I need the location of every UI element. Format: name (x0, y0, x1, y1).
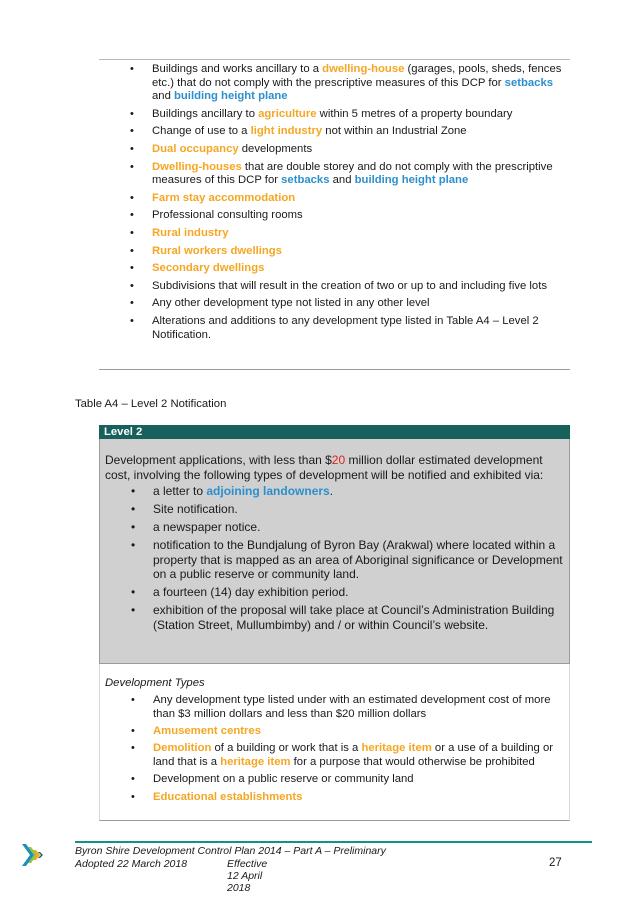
text-run: and (152, 90, 174, 103)
list-item (152, 192, 562, 206)
list-item (152, 280, 562, 294)
highlighted-term: Amusement centres (153, 724, 261, 737)
highlighted-term: Dual occupancy (152, 142, 239, 155)
list-item (152, 262, 562, 276)
text-run: a newspaper notice. (153, 520, 261, 534)
text-run: and (329, 174, 355, 187)
text-run: for a purpose that would otherwise be prohibited (290, 755, 535, 768)
list-item (153, 520, 565, 535)
text-run: or a use of a building or land that is a (153, 742, 553, 768)
list-item (153, 742, 563, 769)
text-run: (garages, pools, sheds, fences etc.) that do not comply with the prescriptive measures of this DCP for (152, 63, 562, 89)
list-item (152, 209, 562, 223)
list-item (153, 484, 565, 499)
list-item (152, 63, 562, 104)
list-item (153, 791, 563, 805)
text-run: Any development type listed under with an estimated development cost of more than $3 million dollars and less than $20 million dollars (153, 694, 551, 720)
highlighted-term: Rural workers dwellings (152, 244, 282, 257)
text-run: within 5 metres of a property boundary (316, 107, 513, 120)
text-run: a fourteen (14) day exhibition period. (153, 585, 349, 599)
list-item (152, 161, 562, 188)
highlighted-term: Dwelling-houses (152, 160, 242, 173)
highlighted-term: agriculture (258, 107, 317, 120)
list-item (153, 773, 563, 787)
text-run: Development on a public reserve or community land (153, 773, 414, 786)
list-item (153, 585, 565, 600)
text-run: exhibition of the proposal will take place at Council’s Administration Building (Station Street, Mullumbimby) and / or within Council’s website. (153, 603, 555, 632)
text-run: Any other development type not listed in any other level (152, 297, 430, 310)
text-run: a letter to (153, 484, 207, 498)
footer-adopted-date: Adopted 22 March 2018 (75, 858, 188, 870)
byron-shire-logo-icon (20, 842, 48, 868)
list-item (153, 603, 565, 632)
table-header-level-2: Level 2 (99, 425, 570, 439)
text-run: not within an Industrial Zone (322, 125, 467, 138)
text-run: Professional consulting rooms (152, 209, 303, 222)
footer-dates (75, 858, 268, 894)
page-number: 27 (549, 857, 562, 869)
list-item (152, 125, 562, 139)
highlighted-term: Secondary dwellings (152, 262, 265, 275)
highlighted-term: Farm stay accommodation (152, 191, 296, 204)
development-types-heading: Development Types (105, 677, 205, 689)
text-run: developments (238, 142, 313, 155)
text-run: that are double storey and do not comply with the prescriptive measures of this DCP for (152, 160, 553, 187)
table-caption: Table A4 – Level 2 Notification (75, 398, 227, 410)
text-run: Change of use to a (152, 125, 251, 138)
highlighted-term: dwelling-house (322, 63, 405, 75)
highlighted-term: heritage item (361, 742, 432, 755)
highlighted-term: heritage item (220, 755, 291, 768)
highlighted-term: setbacks (281, 174, 330, 187)
list-item (152, 315, 562, 342)
list-item (153, 725, 563, 739)
text-run: . (329, 484, 334, 498)
notification-methods-list (153, 484, 565, 636)
development-types-section (99, 664, 570, 821)
highlighted-term: Educational establishments (153, 790, 303, 803)
highlighted-term: 20 (331, 453, 346, 467)
highlighted-term: building height plane (354, 174, 469, 187)
text-run: notification to the Bundjalung of Byron Bay (Arakwal) where located within a property that is mapped as an area of Aboriginal significance or Development on a public reserve or community land. (153, 538, 563, 581)
list-item (152, 143, 562, 157)
text-run: of a building or work that is a (211, 742, 362, 755)
footer-divider (75, 841, 592, 843)
text-run: Alterations and additions to any development type listed in Table A4 – Level 2 Notification. (152, 314, 539, 341)
text-run: Buildings ancillary to (152, 107, 259, 120)
level-1-continuation-box (99, 59, 570, 370)
text-run: Development applications, with less than $ (105, 453, 332, 467)
list-item (153, 502, 565, 517)
footer-document-title: Byron Shire Development Control Plan 2014 – Part A – Preliminary (75, 845, 386, 857)
notification-methods-panel (99, 439, 570, 664)
list-item (152, 297, 562, 311)
highlighted-term: light industry (250, 125, 323, 138)
highlighted-term: adjoining landowners (206, 484, 330, 498)
list-item (152, 245, 562, 259)
list-item (152, 108, 562, 122)
text-run: Buildings and works ancillary to a (152, 63, 323, 75)
development-types-list (153, 694, 563, 808)
notification-intro-paragraph (105, 453, 567, 482)
text-run: million dollar estimated development cost, involving the following types of development will be notified and exhibited via: (105, 453, 544, 482)
footer-effective-date: Effective 12 April 2018 (227, 858, 268, 894)
development-types-list-continued (152, 63, 562, 346)
highlighted-term: Rural industry (152, 226, 229, 239)
highlighted-term: building height plane (174, 90, 288, 103)
highlighted-term: setbacks (504, 76, 554, 89)
highlighted-term: Demolition (153, 742, 212, 755)
list-item (153, 538, 565, 582)
list-item (153, 694, 563, 721)
text-run: Subdivisions that will result in the creation of two or up to and including five lots (152, 279, 547, 292)
list-item (152, 227, 562, 241)
text-run: Site notification. (153, 502, 238, 516)
